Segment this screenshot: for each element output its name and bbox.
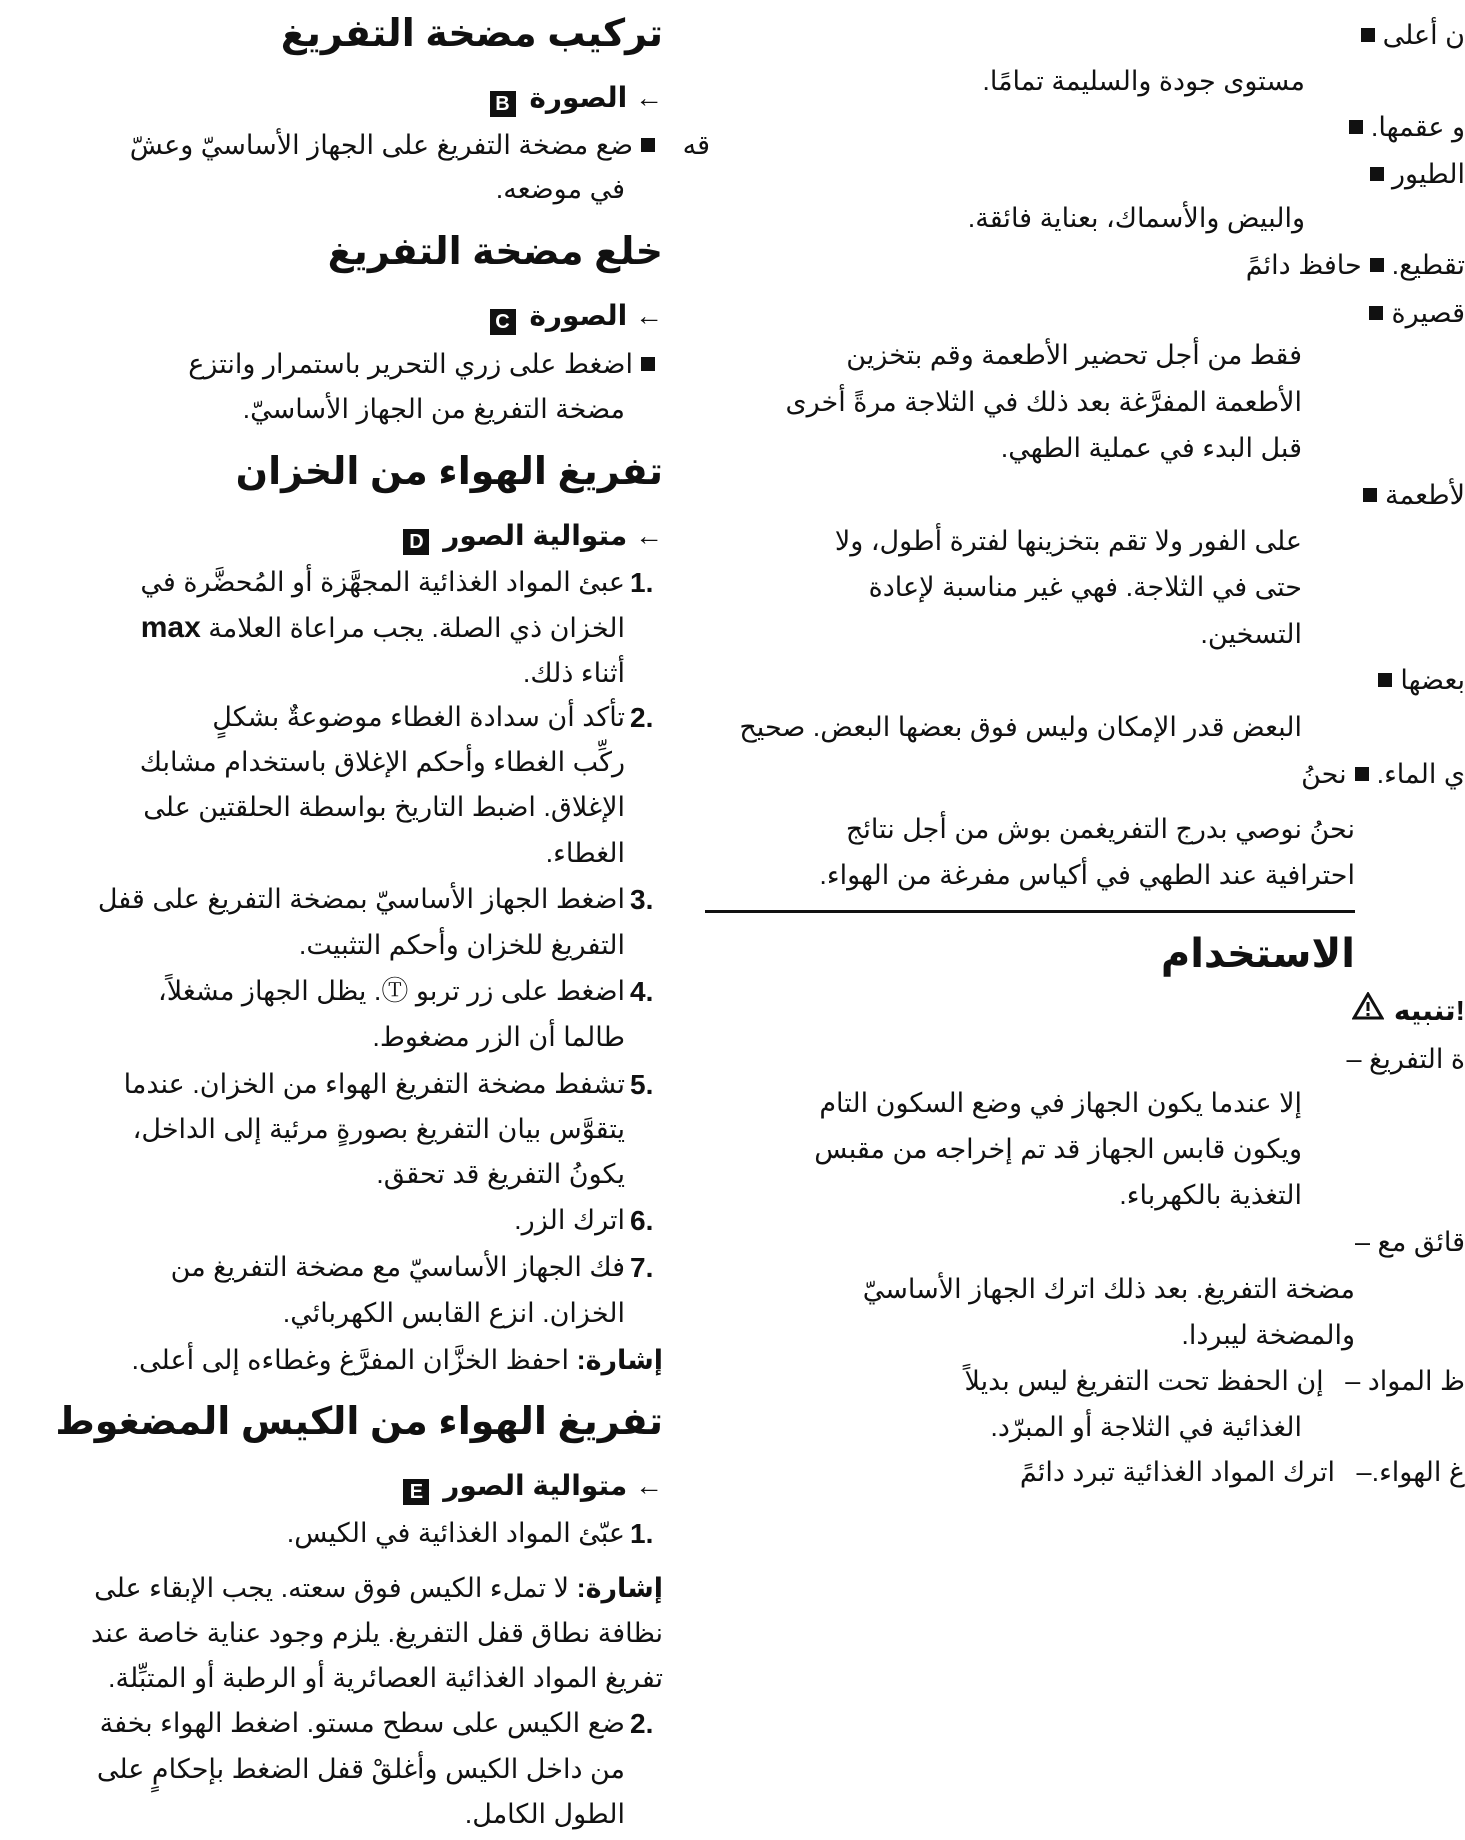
bullet-text <box>130 128 663 163</box>
left-text: قبل البدء في عملية الطهي. <box>1000 433 1302 463</box>
step-text: التفريغ للخزان وأحكم التثبيت. <box>298 930 625 960</box>
left-fragment <box>1301 757 1465 792</box>
figure-label: الصورة <box>529 82 628 113</box>
section-title: تفريغ الهواء من الكيس المضغوط <box>55 1401 663 1443</box>
left-text: قصيرة <box>1391 298 1465 328</box>
left-text: بعضها <box>1400 665 1465 695</box>
step-text: ركِّب الغطاء وأحكم الإغلاق باستخدام مشابك <box>139 747 625 777</box>
figure-letter-badge: D <box>403 529 429 555</box>
step-number: 7. <box>630 1252 654 1283</box>
step-number: 2. <box>630 702 654 733</box>
bullet-icon <box>1361 28 1375 42</box>
divider <box>705 910 1355 913</box>
left-fragment <box>1300 18 1465 53</box>
left-text: على الفور ولا تقم بتخزينها لفترة أطول، ولا <box>834 526 1302 556</box>
warning-text: تنبيه! <box>1393 995 1465 1026</box>
left-text: و عقمها. <box>1370 112 1465 142</box>
step-number: 1. <box>630 1518 654 1549</box>
step-text <box>141 610 625 646</box>
left-fragment <box>965 1364 1465 1399</box>
bullet-line: اضغط على زري التحرير باستمرار وانتزع <box>188 349 633 379</box>
step-text: يكونُ التفريغ قد تحقق. <box>376 1159 625 1189</box>
left-text: احترافية عند الطهي في أكياس مفرغة من الهواء. <box>819 860 1355 890</box>
step-number: 1. <box>630 567 654 598</box>
left-text: الطيور <box>1391 159 1465 189</box>
left-text: غ الهواء.– <box>1356 1457 1465 1487</box>
left-fragment <box>1341 110 1465 145</box>
bullet-prefix: قه <box>682 130 710 160</box>
figure-letter-badge: C <box>490 309 516 335</box>
arrow-left-icon: ← <box>635 82 663 113</box>
arrow-left-icon: ← <box>635 520 663 551</box>
step-text: عبئ المواد الغذائية المجهَّزة أو المُحضَّرة في <box>140 567 625 597</box>
bullet-icon <box>1369 306 1383 320</box>
step-number: 5. <box>630 1069 654 1100</box>
figure-label: متوالية الصور <box>443 520 628 551</box>
step-text: اترك الزر. <box>514 1205 625 1235</box>
left-text: والبيض والأسماك، بعناية فائقة. <box>967 203 1305 233</box>
step-text: أثناء ذلك. <box>522 658 625 688</box>
step-text: الإغلاق. اضبط التاريخ بواسطة الحلقتين على <box>143 792 625 822</box>
warning-label <box>1352 992 1465 1029</box>
hint-text: لا تملء الكيس فوق سعته. يجب الإبقاء على <box>94 1573 570 1603</box>
left-text: التغذية بالكهرباء. <box>1119 1180 1302 1210</box>
figure-ref <box>484 298 663 335</box>
figure-ref <box>397 518 663 555</box>
arrow-left-icon: ← <box>635 300 663 331</box>
hint-text: نظافة نطاق قفل التفريغ. يلزم وجود عناية خاصة عند <box>91 1618 663 1648</box>
arrow-left-icon: ← <box>635 1470 663 1501</box>
step-text: ضع الكيس على سطح مستو. اضغط الهواء بخفة <box>99 1708 625 1738</box>
section-heading: الاستخدام <box>1160 932 1355 976</box>
left-text: والمضخة ليبردا. <box>1181 1320 1355 1350</box>
left-fragment <box>1370 663 1465 698</box>
left-text: ة التفريغ – <box>1346 1044 1465 1074</box>
bullet-continuation: في موضعه. <box>495 174 625 204</box>
left-fragment <box>1361 296 1465 331</box>
bullet-continuation: مضخة التفريغ من الجهاز الأساسيّ. <box>242 394 625 424</box>
hint-text: تفريغ المواد الغذائية العصائرية أو الرطبة أو المتبِّلة. <box>107 1663 663 1693</box>
max-mark: max <box>140 611 201 644</box>
step-text: تشفط مضخة التفريغ الهواء من الخزان. عندما <box>123 1069 625 1099</box>
step-text: من داخل الكيس وأغلقْ قفل الضغط بإحكامٍ على <box>96 1754 625 1784</box>
left-text: نحنُ نوصي بدرج التفريغمن بوش من أجل نتائج <box>845 814 1355 844</box>
step-text-part: الخزان ذي الصلة. يجب مراعاة العلامة <box>208 613 625 643</box>
left-text: التسخين. <box>1200 619 1302 649</box>
left-text: لأطعمة <box>1385 480 1465 510</box>
left-text: قائق مع – <box>1354 1227 1465 1257</box>
step-text: الطول الكامل. <box>464 1799 625 1829</box>
step-number: 2. <box>630 1708 654 1739</box>
section-title: تفريغ الهواء من الخزان <box>235 451 663 493</box>
step-number: 4. <box>630 976 654 1007</box>
bullet-icon <box>1349 120 1363 134</box>
hint <box>94 1571 663 1606</box>
left-fragment <box>1246 248 1465 283</box>
bullet-icon <box>1363 488 1377 502</box>
left-text: اترك المواد الغذائية تبرد دائمً <box>1019 1457 1336 1487</box>
bullet-line: ضع مضخة التفريغ على الجهاز الأساسيّ وعشّ <box>129 130 633 160</box>
left-text: الغذائية في الثلاجة أو المبرّد. <box>990 1412 1302 1442</box>
bullet-text <box>188 347 663 382</box>
left-text: إلا عندما يكون الجهاز في وضع السكون التام <box>819 1088 1302 1118</box>
bullet-icon <box>1378 673 1392 687</box>
step-text: اضغط الجهاز الأساسيّ بمضخة التفريغ على قفل <box>97 884 625 914</box>
left-text: حتى في الثلاجة. فهي غير مناسبة لإعادة <box>868 572 1302 602</box>
bullet-icon <box>1370 258 1384 272</box>
left-text: البعض قدر الإمكان وليس فوق بعضها البعض. صحيح <box>739 712 1302 742</box>
section-title: تركيب مضخة التفريغ <box>280 13 663 55</box>
left-fragment <box>1362 157 1465 192</box>
left-text: ظ المواد – <box>1345 1366 1465 1396</box>
warning-icon <box>1352 992 1384 1029</box>
step-number: 6. <box>630 1205 654 1236</box>
bullet-icon <box>641 138 655 152</box>
left-text: ي الماء. <box>1376 759 1465 789</box>
figure-ref <box>484 80 663 117</box>
step-text: اضغط على زر تربو Ⓣ. يظل الجهاز مشغلاً، <box>158 976 625 1006</box>
figure-letter-badge: B <box>490 91 516 117</box>
section-title: خلع مضخة التفريغ <box>327 231 663 273</box>
step-text: تأكد أن سدادة الغطاء موضوعةٌ بشكلٍ <box>212 702 625 732</box>
bullet-icon <box>1370 167 1384 181</box>
left-fragment <box>1355 478 1465 513</box>
left-text: نحنُ <box>1301 759 1347 789</box>
left-text: فقط من أجل تحضير الأطعمة وقم بتخزين <box>846 340 1302 370</box>
left-text: مضخة التفريغ. بعد ذلك اترك الجهاز الأساسيّ <box>862 1274 1355 1304</box>
step-text: عبّئ المواد الغذائية في الكيس. <box>286 1518 625 1548</box>
left-text: مستوى جودة والسليمة تمامًا. <box>982 66 1305 96</box>
hint-text: احفظ الخزَّان المفرَّغ وغطاءه إلى أعلى. <box>131 1345 570 1375</box>
hint-label: إشارة: <box>576 1345 663 1375</box>
step-text: يتقوَّس بيان التفريغ بصورةٍ مرئية إلى الداخل، <box>132 1114 625 1144</box>
left-text: الأطعمة المفرَّغة بعد ذلك في الثلاجة مرةً أخرى <box>785 387 1302 417</box>
left-text: إن الحفظ تحت التفريغ ليس بديلاً <box>964 1366 1324 1396</box>
figure-label: متوالية الصور <box>443 1470 628 1501</box>
left-text: ن أعلى <box>1382 20 1465 50</box>
bullet-icon <box>1355 767 1369 781</box>
step-text: فك الجهاز الأساسيّ مع مضخة التفريغ من <box>170 1252 625 1282</box>
step-text: طالما أن الزر مضغوط. <box>372 1022 625 1052</box>
figure-label: الصورة <box>529 300 628 331</box>
left-text: ويكون قابس الجهاز قد تم إخراجه من مقبس <box>814 1134 1302 1164</box>
step-text: الخزان. انزع القابس الكهربائي. <box>282 1298 625 1328</box>
hint <box>132 1343 663 1378</box>
left-text: تقطيع. <box>1391 250 1465 280</box>
figure-ref <box>397 1468 663 1505</box>
bullet-icon <box>641 357 655 371</box>
hint-label: إشارة: <box>576 1573 663 1603</box>
left-text: حافظ دائمً <box>1245 250 1362 280</box>
left-fragment <box>1020 1455 1465 1490</box>
figure-letter-badge: E <box>403 1479 429 1505</box>
step-text: الغطاء. <box>545 838 625 868</box>
step-number: 3. <box>630 884 654 915</box>
